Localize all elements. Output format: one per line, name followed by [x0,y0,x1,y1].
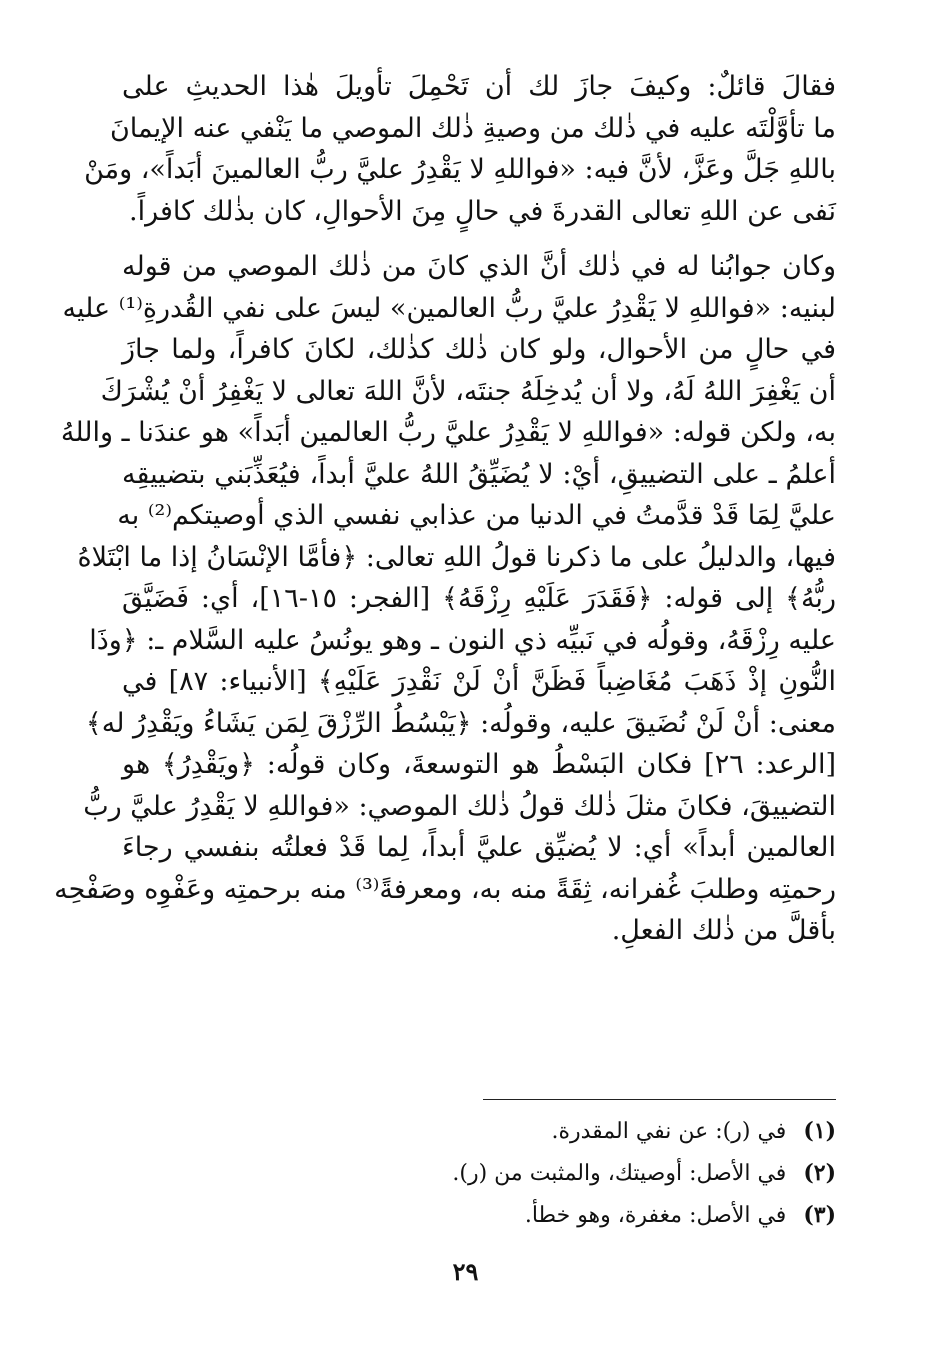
text-line: فيها، والدليلُ على ما ذكرنا قولُ اللهِ تعالى: ﴿فأمَّا الإنْسَانُ إذا ما ابْتَلاهُ [77,541,836,573]
text-line: في حالٍ من الأحوال، ولو كان ذٰلك كذٰلك، لكانَ كافراً، ولما جازَ [122,334,836,365]
text-line: أعلمُ ـ على التضييقِ، أيْ: لا يُضَيِّقُ اللهُ عليَّ أبداً، فيُعَذِّبَني بتضييقِه [122,458,836,490]
footnote-text: في الأصل: أوصيتك، والمثبت من (ر). [452,1161,787,1186]
text-line: النُّونِ إذْ ذَهَبَ مُغَاضِباً فَظَنَّ أنْ لَنْ نَقْدِرَ عَلَيْهِ﴾ [الأنبياء: ٨٧] في [122,666,836,697]
text-line: وكان جوابُنا له في ذٰلك أنَّ الذي كانَ من ذٰلك الموصي من قوله [122,251,836,282]
text-line: العالمين أبداً» أي: لا يُضيِّق عليَّ أبداً، لِما قَدْ فعلتُه بنفسي رجاءَ [122,832,836,863]
text-line: التضييقَ، فكانَ مثلَ ذٰلك قولُ ذٰلك الموصي: «فواللهِ لا يَقْدِرُ عليَّ ربُّ [83,790,836,822]
text-line: ما تأوَّلْتَه عليه في ذٰلك من وصيةِ ذٰلك الموصي ما يَنْفي عنه الإيمانَ [109,112,836,144]
text-line: معنى: أنْ لَنْ نُضَيقَ عليه، وقولُه: ﴿يَبْسُطُ الرِّزْقَ لِمَن يَشَاءُ ويَقْدِرُ له﴾ [85,707,836,739]
footnotes [400,1110,836,1236]
footnote-number: (١) [803,1118,836,1144]
text-line: [الرعد: ٢٦] فكان البَسْطُ هو التوسعةَ، وكان قولُه: ﴿ويَقْدِرُ﴾ هو [122,749,837,780]
text-line: ربُّهُ﴾ إلى قوله: ﴿فَقَدَرَ عَلَيْهِ رِزْقَهُ﴾ [الفجر: ١٥-١٦]، أي: فَضَيَّقَ [122,583,836,614]
footnote [400,1110,836,1152]
text-line: لبنيه: «فواللهِ لا يَقْدِرُ عليَّ ربُّ العالمين» ليسَ على نفي القُدرةِ⁽¹⁾ عليه [62,292,836,324]
paragraph [84,66,836,232]
main-text [54,66,837,952]
footnote [400,1194,836,1236]
paragraph [54,246,837,952]
footnote-number: (٢) [803,1160,836,1186]
footnote-number: (٣) [803,1202,836,1228]
footnote-divider [483,1099,836,1100]
footnote-text: في (ر): عن نفي المقدرة. [551,1119,787,1144]
page-number: ٢٩ [452,1257,479,1286]
text-line: عليه رِزْقَهُ، وقولُه في نَبيِّه ذي النون ـ وهو يونُسُ عليه السَّلام ـ: ﴿وذَا [89,624,836,656]
text-line: أن يَغْفِرَ اللهُ لَهُ، ولا أن يُدخِلَهُ جنتَه، لأنَّ اللهَ تعالى لا يَغْفِرُ أنْ يُشْرَكَ [100,375,836,407]
footnote [400,1152,836,1194]
text-line: بأقلَّ من ذٰلك الفعلِ. [611,915,836,946]
text-line: به، ولكن قوله: «فواللهِ لا يَقْدِرُ عليَّ ربُّ العالمين أبَداً» هو عندَنا ـ واللهُ [60,417,836,448]
footnote-text: في الأصل: مغفرة، وهو خطأ. [524,1203,787,1228]
text-line: نَفى عن اللهِ تعالى القدرةَ في حالٍ مِنَ الأحوالِ، كان بذٰلك كافراً. [128,195,836,227]
text-line: فقالَ قائلٌ: وكيفَ جازَ لك أن تَحْمِلَ تأويلَ هٰذا الحديثِ على [122,71,836,102]
text-line: عليَّ لِمَا قَدْ قدَّمتُ في الدنيا من عذابي نفسي الذي أوصيتكم⁽²⁾ به [117,500,836,531]
text-line: رحمتِه وطلبَ غُفرانه، ثِقَةً منه به، ومعرفةً⁽³⁾ منه برحمتِه وعَفْوِه وصَفْحِه [54,873,836,905]
text-line: باللهِ جَلَّ وعَزَّ، لأنَّ فيه: «فواللهِ لا يَقْدِرُ عليَّ ربُّ العالمينَ أبَداً»، ومَنْ [84,154,836,185]
